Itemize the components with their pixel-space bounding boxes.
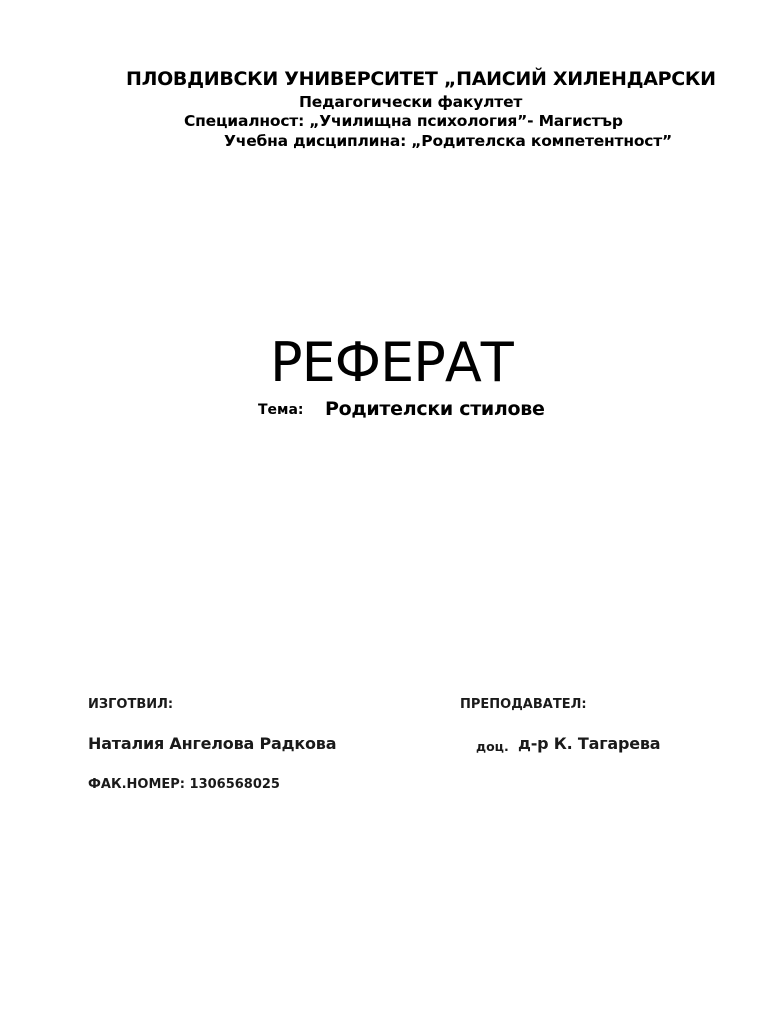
topic-title: Родителски стилове bbox=[325, 398, 545, 420]
faculty-name: Педагогически факултет bbox=[299, 93, 523, 111]
university-name: ПЛОВДИВСКИ УНИВЕРСИТЕТ „ПАИСИЙ ХИЛЕНДАРСКИ bbox=[126, 68, 716, 90]
teacher-label: ПРЕПОДАВАТЕЛ: bbox=[460, 697, 587, 712]
faculty-number: ФАК.НОМЕР: 1306568025 bbox=[88, 777, 280, 792]
document-type-heading: РЕФЕРАТ bbox=[270, 331, 513, 394]
prepared-by-label: ИЗГОТВИЛ: bbox=[88, 697, 174, 712]
specialty-line: Специалност: „Училищна психология”- Магистър bbox=[184, 112, 623, 130]
teacher-name: д-р К. Тагарева bbox=[518, 734, 661, 753]
discipline-line: Учебна дисциплина: „Родителска компетентност” bbox=[224, 132, 673, 150]
topic-label: Тема: bbox=[258, 402, 304, 418]
teacher-academic-title: доц. bbox=[476, 739, 509, 754]
author-name: Наталия Ангелова Радкова bbox=[88, 734, 337, 753]
